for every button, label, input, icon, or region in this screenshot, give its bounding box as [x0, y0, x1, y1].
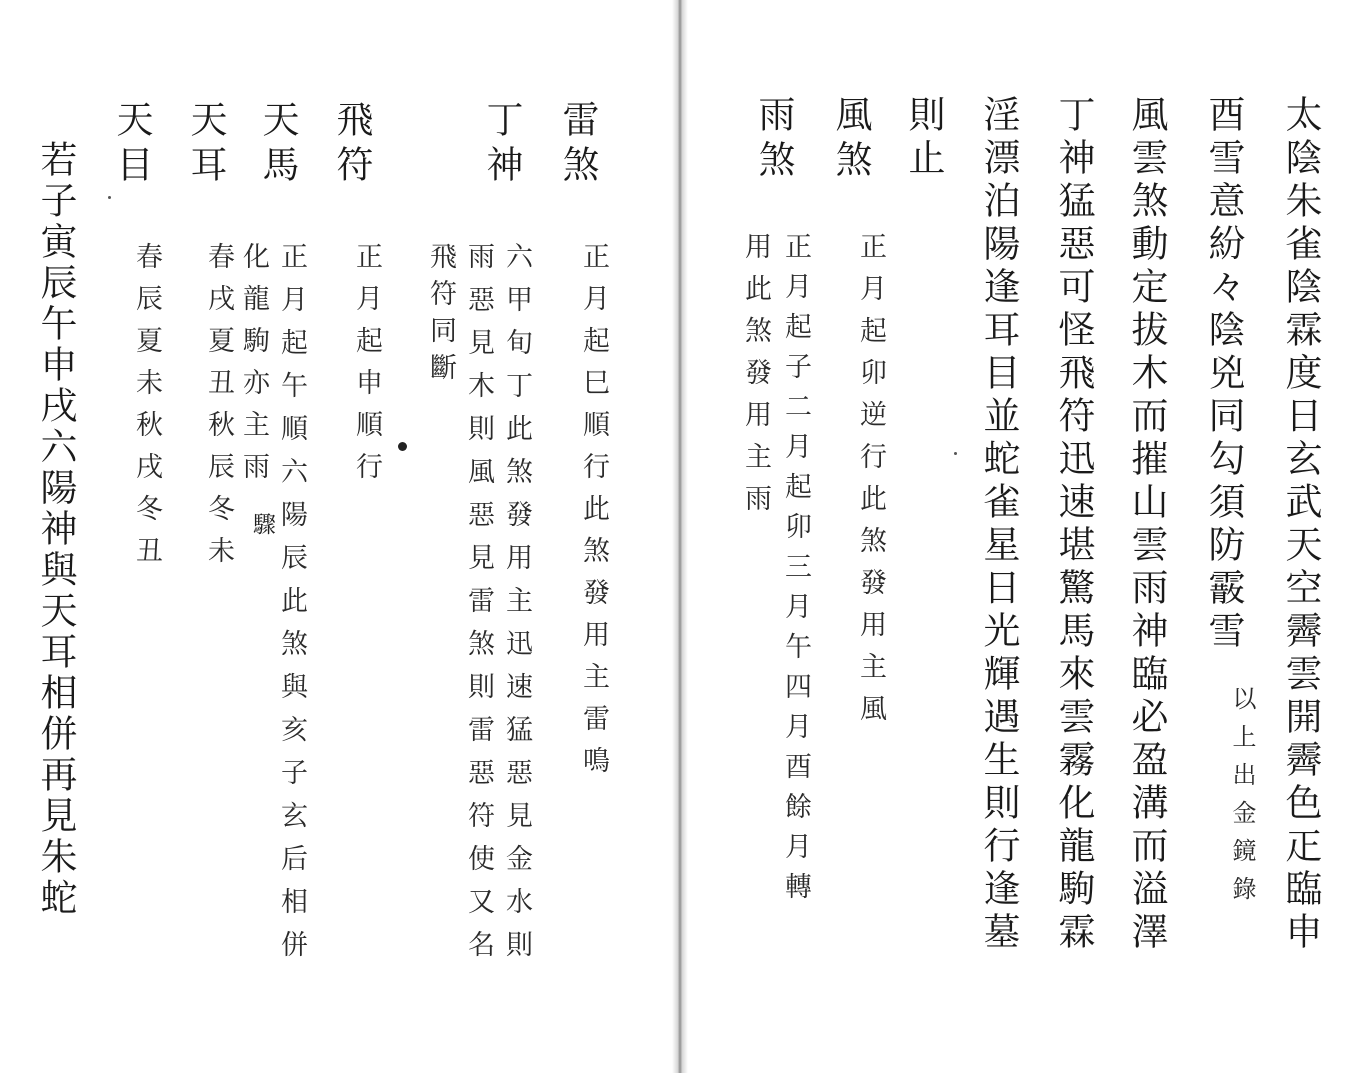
tianmu-note: 春辰夏未秋戌冬丑 [131, 242, 162, 578]
tianmu-heading: 天目 [110, 100, 153, 190]
feifu-heading: 飛符 [330, 100, 373, 190]
tianer-heading: 天耳 [184, 100, 227, 190]
book-gutter [672, 0, 688, 1073]
wind-sha-note: 正月起卯逆行此煞發用主風 [855, 232, 886, 736]
tianma-note-2-small: 驟 [249, 512, 275, 541]
tianma-note-2: 化龍駒亦主雨 [238, 242, 269, 494]
right-line-1: 太陰朱雀陰霖度日玄武天空霽雲開霽色𤴓臨申 [1279, 95, 1322, 955]
tianma-note-1: 正月起午順六陽辰此煞與亥子玄后相併 [276, 242, 307, 973]
rain-sha-heading: 雨煞 [752, 95, 795, 185]
rain-sha-note-2: 用此煞發用主雨 [740, 232, 771, 526]
right-line-2: 酉雪意紛々陰兇同勾須防霰雪 [1202, 95, 1245, 654]
rain-sha-note-1: 正月起子二月起卯三月午四月酉餘月轉 [780, 232, 811, 912]
right-line-5: 淫漂泊陽逢耳目並蛇雀星日光輝遇生則行逢墓 [977, 95, 1020, 955]
tianma-heading: 天馬 [256, 100, 299, 190]
ding-shen-note-2: 雨惡見木則風惡見雷煞則雷惡符使又名 [463, 242, 494, 973]
ding-shen-note-1: 六甲旬丁此煞發用主迅速猛惡見金水則 [501, 242, 532, 973]
right-line-3: 風雲煞動定拔木而摧山雲雨神臨必盈溝而溢澤 [1125, 95, 1168, 955]
wind-sha-heading: 風煞 [829, 95, 872, 185]
ink-speck [108, 196, 111, 199]
ink-blot [398, 442, 407, 451]
ding-shen-note-3: 飛符同斷 [425, 242, 456, 390]
right-line-6: 則止 [902, 95, 945, 181]
ink-speck [954, 452, 957, 455]
thunder-sha-heading: 雷煞 [556, 100, 599, 190]
ding-shen-heading: 丁神 [480, 100, 523, 190]
left-last-line: 若子寅辰午申戌六陽神與天耳相併再見朱蛇 [34, 140, 77, 919]
thunder-sha-note: 正月起巳順行此煞發用主雷鳴 [578, 242, 609, 788]
feifu-note: 正月起申順行 [351, 242, 382, 494]
right-line-4: 丁神猛惡可怪飛符迅速堪驚馬來雲霧化龍駒霖 [1052, 95, 1095, 955]
right-line-2-annotation: 以上出金鏡錄 [1228, 686, 1256, 914]
tianer-note: 春戌夏丑秋辰冬未 [203, 242, 234, 578]
